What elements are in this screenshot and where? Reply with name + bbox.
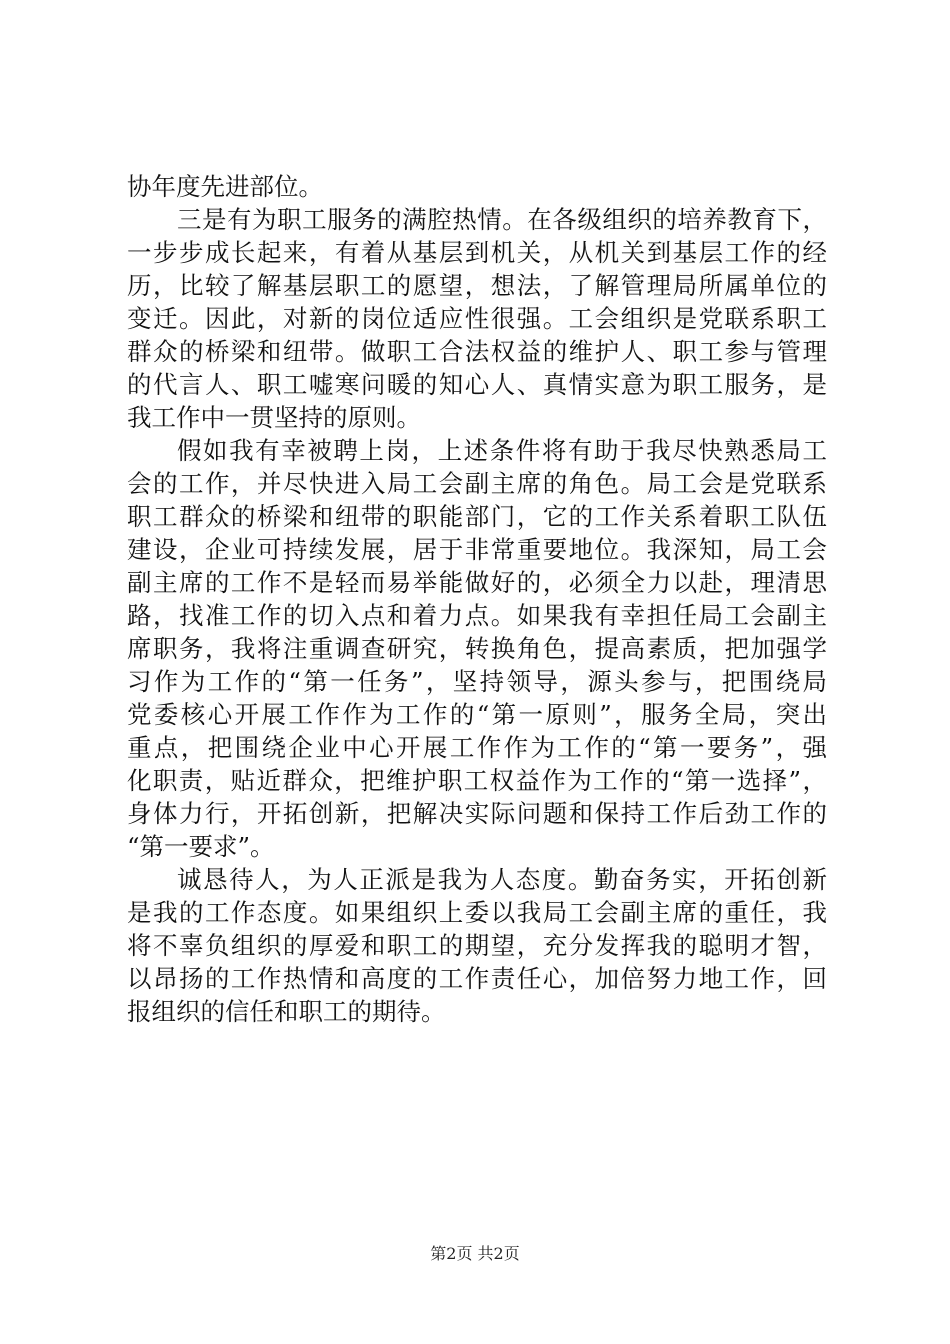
text-line: 诚恳待人，为人正派是我为人态度。勤奋务实，开拓创新: [177, 865, 827, 894]
text-line: 报组织的信任和职工的期待。: [127, 997, 446, 1026]
text-line: 我工作中一贯坚持的原则。: [127, 403, 421, 432]
text-line: 党委核心开展工作作为工作的“第一原则”，服务全局，突出: [127, 700, 827, 729]
text-line: 重点，把围绕企业中心开展工作作为工作的“第一要务”，强: [127, 733, 827, 762]
text-line: 化职责，贴近群众，把维护职工权益作为工作的“第一选择”，: [127, 766, 827, 795]
text-line: 群众的桥梁和纽带。做职工合法权益的维护人、职工参与管理: [127, 337, 827, 366]
text-line: 变迁。因此，对新的岗位适应性很强。工会组织是党联系职工: [127, 304, 827, 333]
text-line: 是我的工作态度。如果组织上委以我局工会副主席的重任，我: [127, 898, 827, 927]
text-line: “第一要求”。: [127, 832, 275, 861]
text-line: 以昂扬的工作热情和高度的工作责任心，加倍努力地工作，回: [127, 964, 827, 993]
text-line: 假如我有幸被聘上岗，上述条件将有助于我尽快熟悉局工: [177, 436, 827, 465]
page-number-footer: 第2页 共2页: [430, 1244, 520, 1263]
document-body: [127, 170, 827, 1028]
text-line: 将不辜负组织的厚爱和职工的期望，充分发挥我的聪明才智，: [127, 931, 827, 960]
text-line: 协年度先进部位。: [127, 172, 323, 201]
text-line: 路，找准工作的切入点和着力点。如果我有幸担任局工会副主: [127, 601, 827, 630]
text-line: 一步步成长起来，有着从基层到机关，从机关到基层工作的经: [127, 238, 827, 267]
text-line: 建设，企业可持续发展，居于非常重要地位。我深知，局工会: [127, 535, 827, 564]
text-line: 席职务，我将注重调查研究，转换角色，提高素质，把加强学: [127, 634, 827, 663]
text-line: 职工群众的桥梁和纽带的职能部门，它的工作关系着职工队伍: [127, 502, 827, 531]
text-line: 习作为工作的“第一任务”，坚持领导，源头参与，把围绕局: [127, 667, 827, 696]
text-line: 副主席的工作不是轻而易举能做好的，必须全力以赴，理清思: [127, 568, 827, 597]
text-line: 历，比较了解基层职工的愿望，想法，了解管理局所属单位的: [127, 271, 827, 300]
text-line: 会的工作，并尽快进入局工会副主席的角色。局工会是党联系: [127, 469, 827, 498]
text-line: 三是有为职工服务的满腔热情。在各级组织的培养教育下，: [177, 205, 827, 234]
text-line: 身体力行，开拓创新，把解决实际问题和保持工作后劲工作的: [127, 799, 827, 828]
text-line: 的代言人、职工嘘寒问暖的知心人、真情实意为职工服务，是: [127, 370, 827, 399]
